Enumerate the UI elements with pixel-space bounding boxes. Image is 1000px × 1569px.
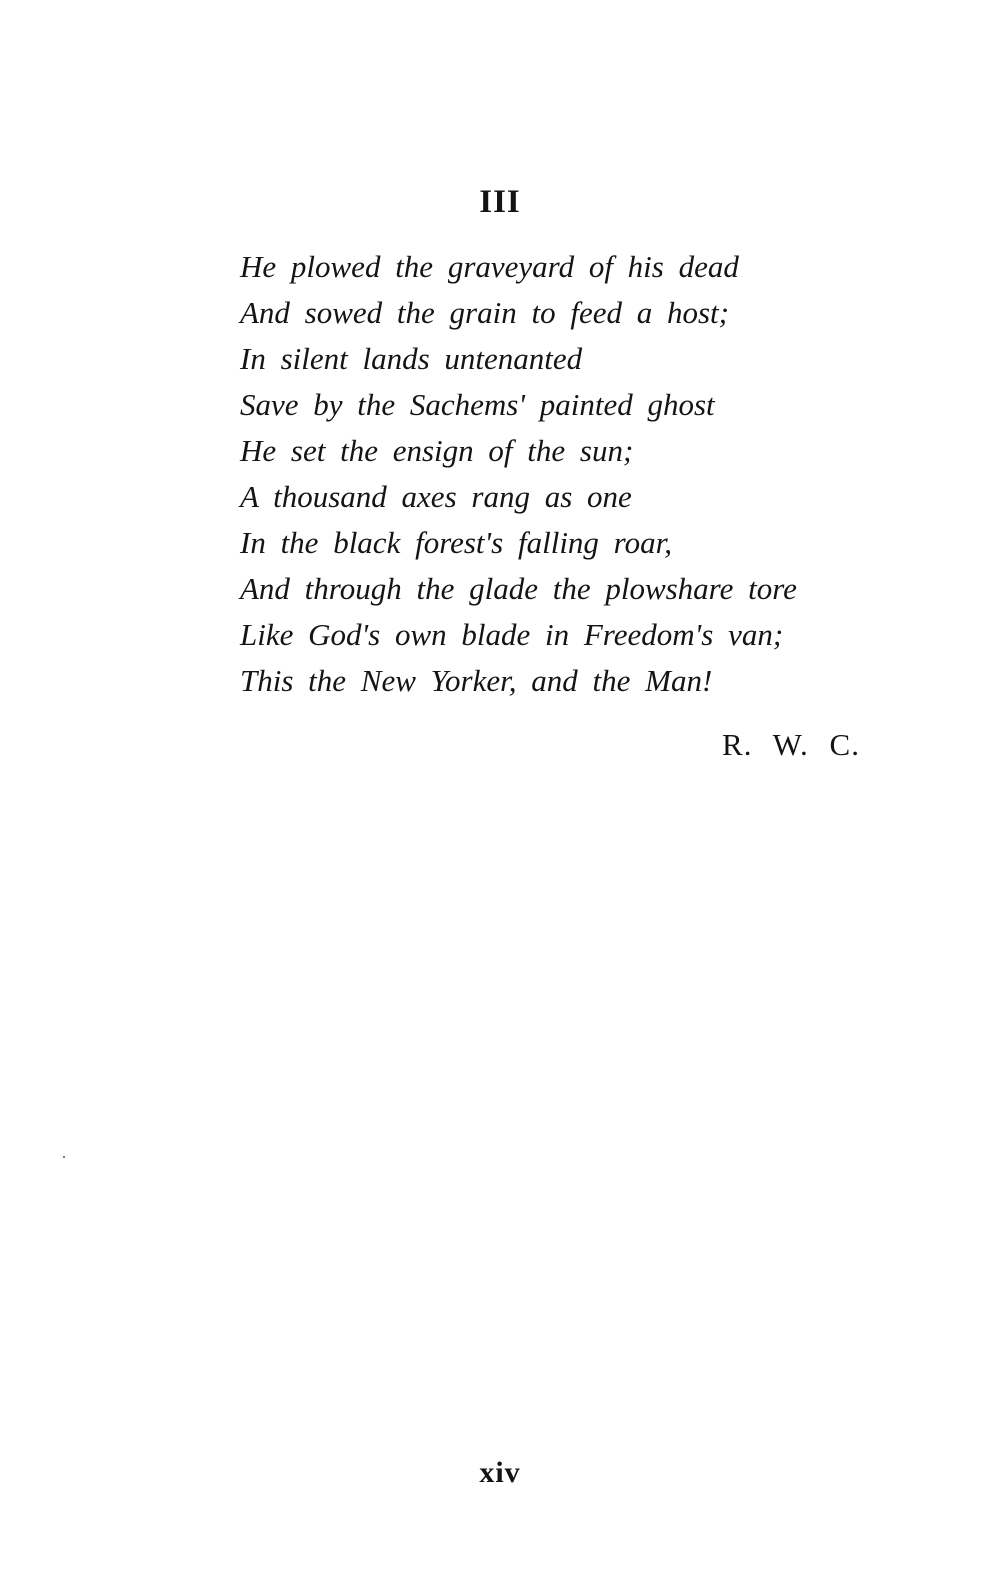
page-number: xiv bbox=[479, 1456, 521, 1489]
poem-line: He set the ensign of the sun; bbox=[240, 433, 634, 468]
poem-line: A thousand axes rang as one bbox=[240, 479, 632, 514]
poem-line: In silent lands untenanted bbox=[240, 341, 583, 376]
poem-line: Save by the Sachems' painted ghost bbox=[240, 387, 715, 422]
author-signature: R. W. C. bbox=[722, 727, 860, 762]
poem-line: Like God's own blade in Freedom's van; bbox=[240, 617, 784, 652]
poem-line: This the New Yorker, and the Man! bbox=[240, 663, 713, 698]
section-number: III bbox=[479, 184, 521, 220]
poem-line: He plowed the graveyard of his dead bbox=[240, 249, 739, 284]
scan-speck bbox=[63, 1156, 65, 1158]
poem-stanza bbox=[240, 244, 860, 704]
poem-line: In the black forest's falling roar, bbox=[240, 525, 672, 560]
poem-line: And through the glade the plowshare tore bbox=[240, 571, 797, 606]
poem-line: And sowed the grain to feed a host; bbox=[240, 295, 729, 330]
